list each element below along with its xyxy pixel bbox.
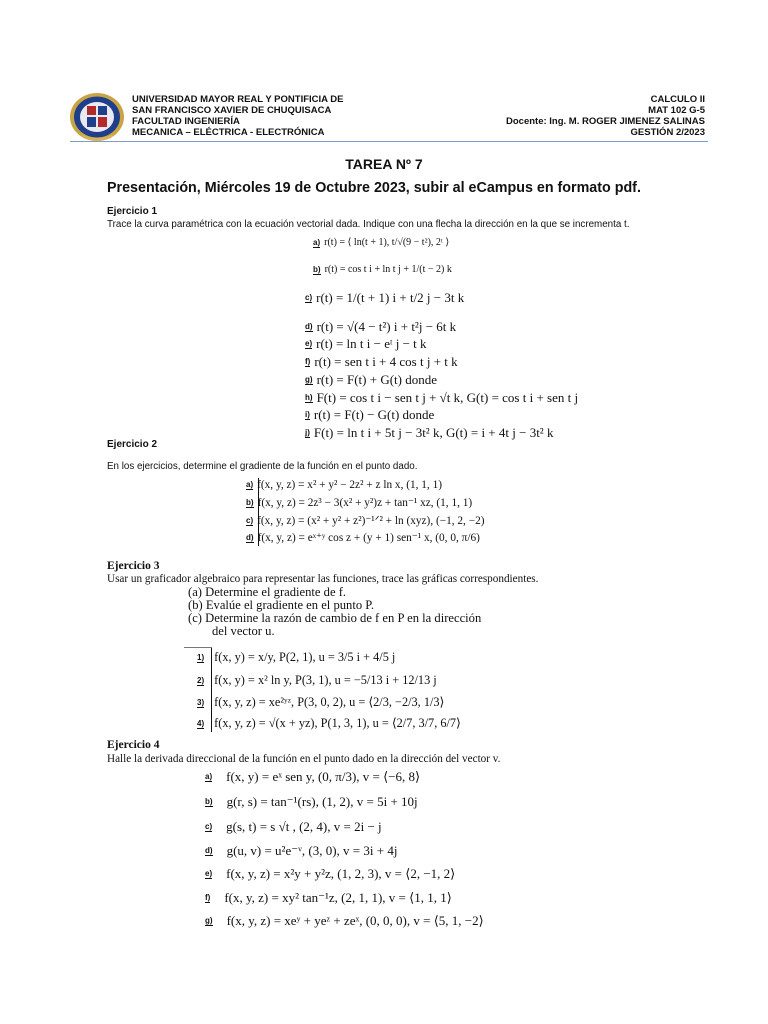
list-item (305, 425, 553, 441)
part-c-cont: del vector u. (212, 624, 275, 638)
equation: f(x, y) = x/y, P(2, 1), u = 3/5 i + 4/5 j (214, 650, 396, 664)
equation: F(t) = cos t i − sen t j + √t k, G(t) = cos t i + sen t j (316, 390, 579, 405)
list-item (305, 372, 437, 388)
header-left-line: SAN FRANCISCO XAVIER DE CHUQUISACA (132, 105, 332, 116)
item-label: b) (313, 264, 321, 274)
list-item (305, 407, 434, 423)
page-title: TAREA Nº 7 (345, 156, 423, 172)
equation: r(t) = ⟨ ln(t + 1), t/√(9 − t²), 2ᵗ ⟩ (324, 237, 450, 248)
list-item (205, 769, 420, 785)
item-label: j) (305, 428, 310, 437)
list-item (246, 514, 484, 527)
item-label: c) (246, 515, 254, 525)
item-label: a) (205, 772, 213, 781)
list-item (305, 390, 578, 406)
item-label: 2) (197, 675, 205, 685)
equation: f(x, y, z) = xe²ʸᶻ, P(3, 0, 2), u = ⟨2/3, −2/3, 1/3⟩ (214, 695, 445, 709)
equation: r(t) = 1/(t + 1) i + t/2 j − 3t k (316, 290, 465, 305)
presentation-line: Presentación, Miércoles 19 de Octubre 2023, subir al eCampus en formato pdf. (107, 180, 641, 196)
ex2-instruction: En los ejercicios, determine el gradiente de la función en el punto dado. (107, 461, 418, 472)
item-label: f) (205, 893, 211, 902)
item-label: f) (305, 357, 311, 366)
header-left-line: FACULTAD INGENIERÍA (132, 116, 240, 127)
equation: F(t) = ln t i + 5t j − 3t² k, G(t) = i + 4t j − 3t² k (313, 425, 554, 440)
equation: r(t) = √(4 − t²) i + t²j − 6t k (316, 319, 457, 334)
item-label: 3) (197, 697, 205, 707)
list-item (246, 496, 472, 509)
list-item (246, 479, 442, 491)
list-item (305, 319, 456, 335)
equation: g(u, v) = u²e⁻ᵛ, (3, 0), v = 3i + 4j (226, 843, 398, 858)
list-item (205, 819, 382, 835)
header-right-line: CALCULO II (650, 94, 705, 105)
list-item (205, 913, 484, 929)
list-item (246, 531, 480, 544)
item-label: i) (305, 410, 310, 419)
list-item (305, 290, 464, 306)
item-label: g) (305, 375, 313, 384)
part-c: (c) Determine la razón de cambio de f en P en la dirección (188, 611, 482, 625)
item-label: h) (305, 393, 313, 402)
ex3-divider (184, 647, 212, 648)
item-label: 4) (197, 718, 205, 728)
header-divider (70, 141, 708, 142)
item-label: a) (313, 237, 321, 247)
item-label: a) (246, 480, 254, 489)
equation: f(x, y) = eˣ sen y, (0, π/3), v = ⟨−6, 8⟩ (226, 769, 421, 784)
equation: r(t) = ln t i − eᵗ j − t k (316, 336, 427, 351)
equation: f(x, y, z) = (x² + y² + z²)⁻¹ᐟ² + ln (xyz), (−1, 2, −2) (257, 515, 485, 527)
equation: f(x, y, z) = √(x + yz), P(1, 3, 1), u = ⟨2/7, 3/7, 6/7⟩ (214, 716, 461, 730)
equation: f(x, y) = x² ln y, P(3, 1), u = −5/13 i + 12/13 j (214, 673, 437, 687)
item-label: b) (246, 497, 254, 507)
item-label: b) (205, 797, 213, 806)
header-course-info (506, 94, 705, 138)
list-item (305, 354, 458, 370)
item-label: g) (205, 916, 213, 925)
header-institution (132, 94, 344, 138)
list-item (197, 716, 461, 731)
list-item (313, 237, 449, 248)
list-item (205, 843, 397, 859)
equation: f(x, y, z) = x² + y² − 2z² + z ln x, (1, 1, 1) (257, 479, 442, 491)
ex1-heading: Ejercicio 1 (107, 206, 158, 217)
list-item (205, 890, 452, 906)
ex4-heading: Ejercicio 4 (107, 739, 160, 751)
list-item (197, 695, 444, 710)
ex3-instruction: Usar un graficador algebraico para representar las funciones, trace las gráficas correspondientes. (107, 573, 539, 585)
equation: r(t) = sen t i + 4 cos t j + t k (314, 354, 458, 369)
header-right-line: Docente: Ing. M. ROGER JIMENEZ SALINAS (506, 116, 705, 127)
part-b: (b) Evalúe el gradiente en el punto P. (188, 598, 375, 612)
item-label: d) (305, 322, 313, 331)
list-item (205, 794, 418, 810)
ex3-parts (188, 586, 481, 638)
ex2-heading: Ejercicio 2 (107, 439, 158, 450)
equation: r(t) = F(t) + G(t) donde (316, 372, 438, 387)
ex3-heading: Ejercicio 3 (107, 560, 160, 572)
equation: f(x, y, z) = eˣ⁺ʸ cos z + (y + 1) sen⁻¹ x, (0, 0, π/6) (257, 532, 480, 544)
equation: g(s, t) = s √t , (2, 4), v = 2i − j (226, 819, 382, 834)
header-left-line: UNIVERSIDAD MAYOR REAL Y PONTIFICIA DE (132, 94, 344, 105)
equation: r(t) = cos t i + ln t j + 1/(t − 2) k (324, 264, 452, 275)
list-item (205, 866, 455, 882)
item-label: c) (305, 293, 313, 302)
equation: r(t) = F(t) − G(t) donde (313, 407, 435, 422)
equation: f(x, y, z) = xy² tan⁻¹z, (2, 1, 1), v = ⟨1, 1, 1⟩ (224, 890, 452, 905)
item-label: d) (205, 846, 213, 855)
item-label: 1) (197, 652, 205, 662)
list-item (197, 673, 437, 688)
list-item (197, 650, 395, 665)
item-label: c) (205, 822, 213, 831)
list-item (305, 336, 427, 352)
equation: f(x, y, z) = xeʸ + yeᶻ + zeˣ, (0, 0, 0), v = ⟨5, 1, −2⟩ (226, 913, 484, 928)
header-right-line: MAT 102 G-5 (648, 105, 705, 116)
header-left-line: MECANICA – ELÉCTRICA - ELECTRÓNICA (132, 127, 325, 138)
equation: f(x, y, z) = 2z³ − 3(x² + y²)z + tan⁻¹ xz, (1, 1, 1) (257, 497, 473, 509)
part-a: (a) Determine el gradiente de f. (188, 585, 347, 599)
item-label: e) (205, 869, 213, 878)
equation: g(r, s) = tan⁻¹(rs), (1, 2), v = 5i + 10j (226, 794, 418, 809)
list-item (313, 264, 452, 275)
university-seal-logo (69, 92, 125, 142)
item-label: e) (305, 339, 313, 348)
equation: f(x, y, z) = x²y + y²z, (1, 2, 3), v = ⟨2, −1, 2⟩ (226, 866, 456, 881)
ex4-instruction: Halle la derivada direccional de la función en el punto dado en la dirección del vector v. (107, 753, 501, 765)
header-right-line: GESTIÓN 2/2023 (630, 127, 705, 138)
item-label: d) (246, 532, 254, 542)
ex1-instruction: Trace la curva paramétrica con la ecuación vectorial dada. Indique con una flecha la dirección en la que se incrementa t. (107, 219, 630, 230)
